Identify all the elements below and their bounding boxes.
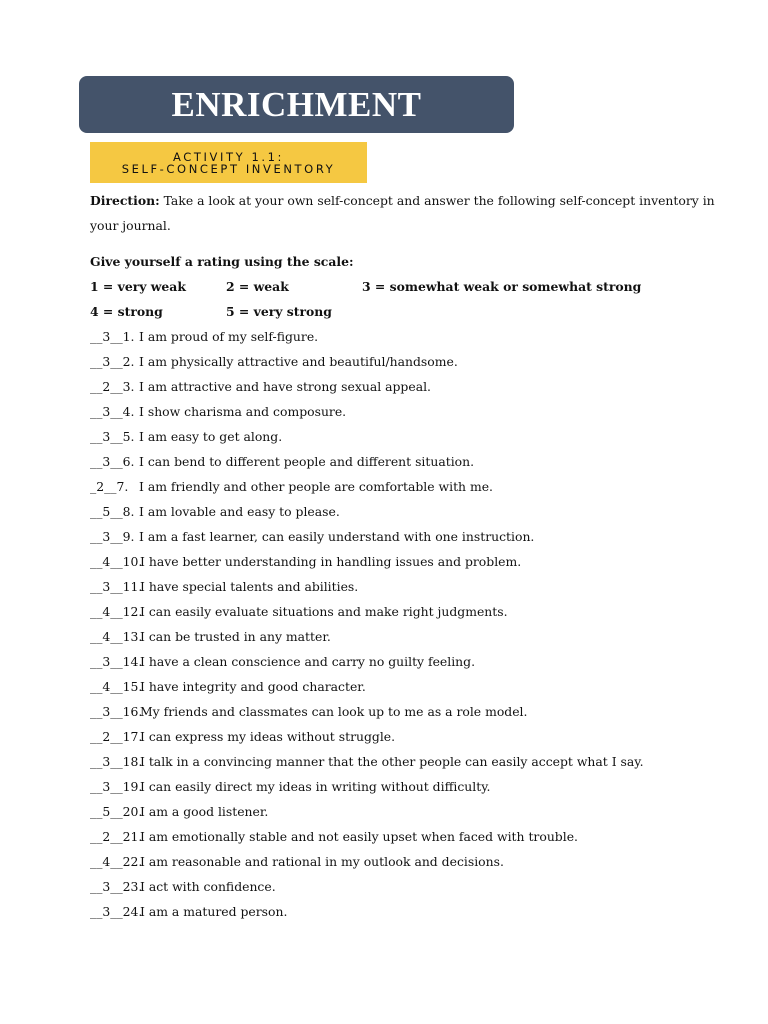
item-statement: I have better understanding in handling issues and problem. [140, 554, 522, 569]
item-rating: __3__11. [90, 579, 143, 594]
inventory-item [90, 849, 690, 874]
scale-option: 3 = somewhat weak or somewhat strong [362, 279, 642, 294]
item-statement: I am a matured person. [140, 904, 288, 919]
banner-title: ENRICHMENT [171, 84, 422, 124]
item-statement: I can bend to different people and different situation. [139, 454, 475, 469]
inventory-item [90, 899, 690, 924]
inventory-item [90, 374, 690, 399]
inventory-item [90, 349, 690, 374]
item-statement: I have a clean conscience and carry no guilty feeling. [140, 654, 476, 669]
inventory-item [90, 649, 690, 674]
inventory-item [90, 749, 690, 774]
item-rating: __3__4. [90, 404, 135, 419]
item-rating: __3__2. [90, 354, 135, 369]
direction-text: Take a look at your own self-concept and answer the following self-concept inventory in [159, 193, 715, 208]
inventory-item [90, 799, 690, 824]
enrichment-banner [79, 76, 514, 133]
item-rating: __3__1. [90, 329, 135, 344]
inventory-item [90, 824, 690, 849]
document-body [90, 188, 715, 924]
activity-label-box [90, 142, 367, 183]
inventory-item [90, 874, 690, 899]
inventory-item [90, 449, 690, 474]
inventory-item [90, 399, 690, 424]
item-rating: __3__6. [90, 454, 135, 469]
item-rating: __4__12. [90, 604, 143, 619]
direction-line-1 [90, 188, 715, 213]
item-rating: __5__8. [90, 504, 135, 519]
direction-line-2: your journal. [90, 218, 171, 233]
item-statement: I can express my ideas without struggle. [140, 729, 396, 744]
inventory-item [90, 324, 690, 349]
item-statement: I am reasonable and rational in my outlook and decisions. [140, 854, 504, 869]
item-rating: __4__15. [90, 679, 143, 694]
item-statement: I am lovable and easy to please. [139, 504, 340, 519]
inventory-item [90, 624, 690, 649]
item-rating: _2__7. [90, 479, 129, 494]
item-statement: I have special talents and abilities. [140, 579, 359, 594]
item-statement: I am proud of my self-figure. [139, 329, 319, 344]
item-rating: __3__5. [90, 429, 135, 444]
scale-option: 2 = weak [226, 279, 289, 294]
item-rating: __4__22. [90, 854, 143, 869]
item-statement: I am easy to get along. [139, 429, 283, 444]
scale-row-1 [90, 274, 690, 299]
item-statement: I have integrity and good character. [140, 679, 366, 694]
inventory-items [90, 324, 690, 924]
item-statement: I am attractive and have strong sexual appeal. [139, 379, 431, 394]
item-statement: I act with confidence. [140, 879, 276, 894]
item-rating: __4__10. [90, 554, 143, 569]
item-rating: __3__14. [90, 654, 143, 669]
inventory-item [90, 674, 690, 699]
item-rating: __2__3. [90, 379, 135, 394]
item-rating: __2__17. [90, 729, 143, 744]
item-rating: __4__13. [90, 629, 143, 644]
item-rating: __3__23. [90, 879, 143, 894]
scale-heading: Give yourself a rating using the scale: [90, 254, 354, 269]
inventory-item [90, 774, 690, 799]
scale-option: 5 = very strong [226, 304, 332, 319]
item-rating: __2__21. [90, 829, 143, 844]
item-statement: I can easily direct my ideas in writing without difficulty. [140, 779, 491, 794]
item-statement: I am physically attractive and beautiful/handsome. [139, 354, 458, 369]
inventory-item [90, 524, 690, 549]
item-rating: __3__19. [90, 779, 143, 794]
activity-title: SELF-CONCEPT INVENTORY [121, 161, 336, 176]
item-statement: I can be trusted in any matter. [140, 629, 331, 644]
direction-label: Direction: [90, 193, 160, 208]
item-statement: I am emotionally stable and not easily upset when faced with trouble. [140, 829, 578, 844]
item-statement: I am a good listener. [140, 804, 269, 819]
scale-option: 4 = strong [90, 304, 163, 319]
inventory-item [90, 699, 690, 724]
item-rating: __5__20. [90, 804, 143, 819]
inventory-item [90, 724, 690, 749]
item-statement: I talk in a convincing manner that the other people can easily accept what I say. [140, 754, 644, 769]
item-statement: My friends and classmates can look up to me as a role model. [140, 704, 528, 719]
item-statement: I show charisma and composure. [139, 404, 347, 419]
item-statement: I can easily evaluate situations and make right judgments. [140, 604, 508, 619]
item-statement: I am a fast learner, can easily understand with one instruction. [139, 529, 535, 544]
scale-option: 1 = very weak [90, 279, 186, 294]
inventory-item [90, 499, 690, 524]
scale-row-2 [90, 299, 690, 324]
item-statement: I am friendly and other people are comfortable with me. [139, 479, 493, 494]
item-rating: __3__24. [90, 904, 143, 919]
inventory-item [90, 599, 690, 624]
item-rating: __3__16. [90, 704, 143, 719]
inventory-item [90, 549, 690, 574]
inventory-item [90, 424, 690, 449]
inventory-item [90, 574, 690, 599]
inventory-item [90, 474, 690, 499]
item-rating: __3__9. [90, 529, 135, 544]
item-rating: __3__18. [90, 754, 143, 769]
activity-number: ACTIVITY 1.1: [172, 149, 285, 164]
